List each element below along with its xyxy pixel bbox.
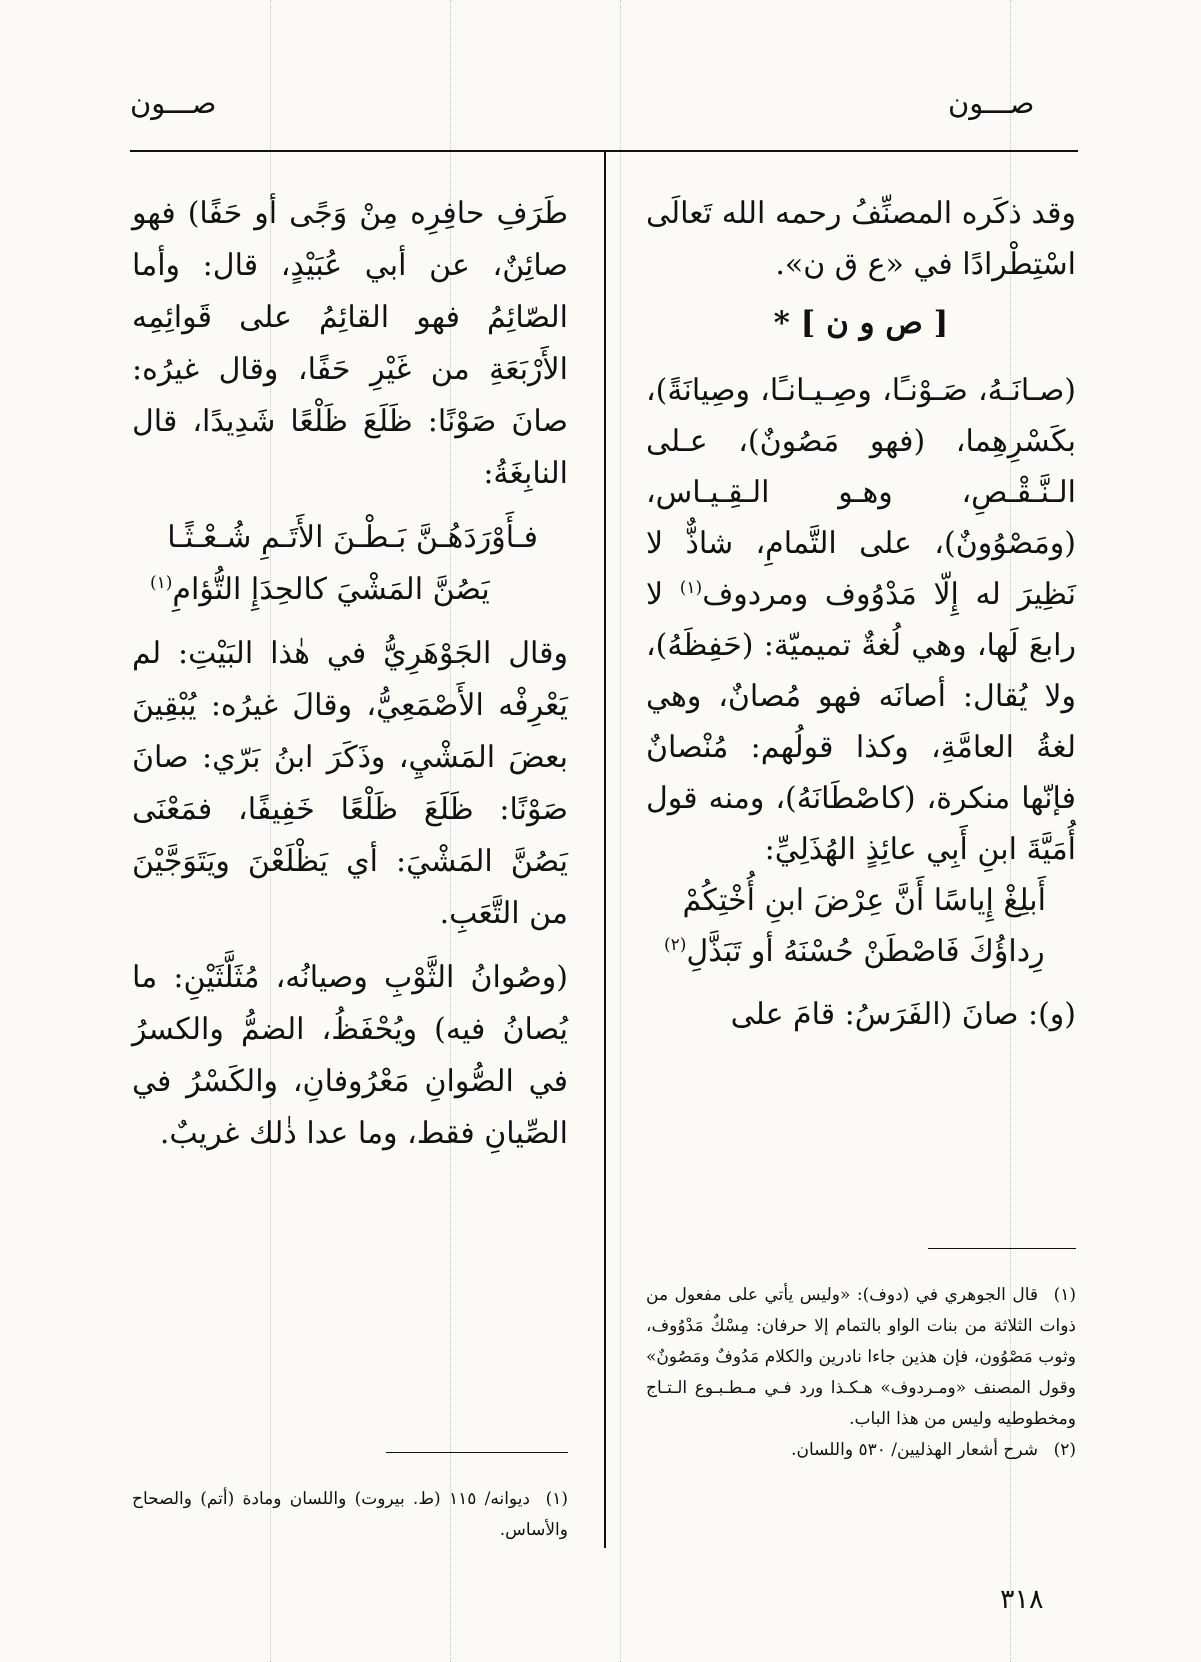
entry-heading: [ ص و ن ] *: [773, 305, 949, 341]
footnote-number: (٢): [1053, 1440, 1076, 1460]
entry-paragraph: (و): صانَ (الفَرَسُ: قامَ على: [730, 997, 1076, 1032]
footnotes-right: [646, 1280, 1076, 1466]
footnote-rule: [928, 1248, 1076, 1249]
intro-text: وقد ذكَره المصنِّفُ رحمه الله تَعالَى اسْتِطْرادًا في «ع ق ن».: [646, 196, 1076, 282]
entry-paragraph: (وصُوانُ الثَّوْبِ وصيانُه، مُثَلَّثَيْنِ: ما يُصانُ فيه) ويُحْفَظُ، الضمُّ والكسرُ في الصُّوانِ مَعْرُوفانِ، والكَسْرُ في الصِّيانِ فقط، وما عدا ذٰلك غريبٌ.: [132, 960, 568, 1151]
left-column: [132, 188, 568, 1160]
verse-text: رِداؤُكَ فَاصْطَنْ حُسْنَهُ أو تَبَذَّلِ: [686, 934, 1045, 969]
footnote-ref: (١): [150, 573, 173, 593]
right-column: [646, 188, 1076, 1040]
scan-dotted-line: [620, 0, 621, 1662]
footnote: [646, 1280, 1076, 1435]
entry-text-cont: لا رابعَ لَها، وهي لُغةٌ تميميّة: (حَفِظَهُ)، ولا يُقال: أصانَه فهو مُصانٌ، وهي لغةُ العامَّةِ، وكذا قولُهم: مُنْصانٌ فإنّها منكرة، (كاصْطَانَهُ)، ومنه قول أُمَيَّةَ ابنِ أَبِي عائِذٍ الهُذَلِيِّ:: [646, 577, 1076, 867]
footnote-number: (١): [1053, 1285, 1076, 1305]
entry-paragraph: [646, 365, 1076, 875]
header-left-word: صـــون: [130, 86, 217, 120]
footnote-text: ديوانه/ ١١٥ (ط. بيروت) واللسان ومادة (أتم) والصحاح والأساس.: [132, 1489, 568, 1540]
footnote-number: (١): [545, 1489, 568, 1509]
footnote-text: قال الجوهري في (دوف): «وليس يأتي على مفعول من ذوات الثلاثة من بنات الواو بالتمام إلا حرفان: مِسْكٌ مَدْوُوف، وثوب مَصْوُون، فإن هذين جاءا نادرين والكلام مَدُوفٌ ومَصُونٌ» وقول المصنف «ومـردوف» هـكـذا ورد فـي مـطـبـوع الـتـاج ومخطوطيه وليس من هذا الباب.: [646, 1285, 1076, 1429]
entry-paragraph: طَرَفِ حافِرِه مِنْ وَجًى أو حَفًا) فهو صائِنٌ، عن أبي عُبَيْدٍ، قال: وأما الصّائِمُ فهو القائِمُ على قَوائِمِه الأَرْبَعَةِ من غَيْرِ حَفًا، وقال غيرُه: صانَ صَوْنًا: ظَلَعَ ظَلْعًا شَدِيدًا، قال النابِغَةُ:: [132, 196, 568, 491]
entry-paragraph: وقال الجَوْهَرِيُّ في هٰذا البَيْتِ: لم يَعْرِفْه الأَصْمَعِيُّ، وقالَ غيرُه: يُبْقِينَ بعضَ المَشْيِ، وذَكَرَ ابنُ بَرّي: صانَ صَوْنًا: ظَلَعَ ظَلْعًا خَفِيفًا، فمَعْنَى يَصُنَّ المَشْيَ: أي يَظْلَعْنَ ويَتَوَجَّيْنَ من التَّعَبِ.: [132, 636, 568, 931]
entry-text: (صـانَـهُ، صَـوْنـًا، وصِـيـانـًا، وصِيانَةً)، بكَسْرِهِما، (فهو مَصُونٌ)، عـلى الـنَّـقْـصِ، وهـو الـقِـيـاس، (ومَصْوُونٌ)، على التَّمامِ، شاذٌّ لا نَظِيرَ له إِلّا مَدْوُوف ومردوف: [646, 373, 1076, 612]
verse-line: أَبلِغْ إِياسًا أَنَّ عِرْضَ ابنِ أُخْتِكُمْ: [682, 883, 1046, 918]
footnote: [132, 1484, 568, 1546]
verse-line: [646, 926, 1076, 977]
footnotes-left: [132, 1484, 568, 1546]
footnote-text: شرح أشعار الهذليين/ ٥٣٠ واللسان.: [791, 1440, 1038, 1460]
footnote-rule: [386, 1452, 568, 1453]
footnote-ref: (١): [679, 578, 703, 598]
header-right-word: صـــون: [948, 86, 1035, 120]
column-divider: [604, 150, 606, 1548]
verse-line: فـأَوْرَدَهُـنَّ بَـطْـنَ الأَتَـمِ شُـعْـثًـا: [167, 520, 538, 555]
footnote: [646, 1435, 1076, 1466]
footnote-ref: (٢): [664, 935, 687, 955]
verse-line: [132, 564, 568, 616]
page-number: ٣١٨: [1000, 1584, 1044, 1615]
verse-text: يَصُنَّ المَشْيَ كالحِدَإِ التُّؤامِ: [172, 572, 490, 607]
